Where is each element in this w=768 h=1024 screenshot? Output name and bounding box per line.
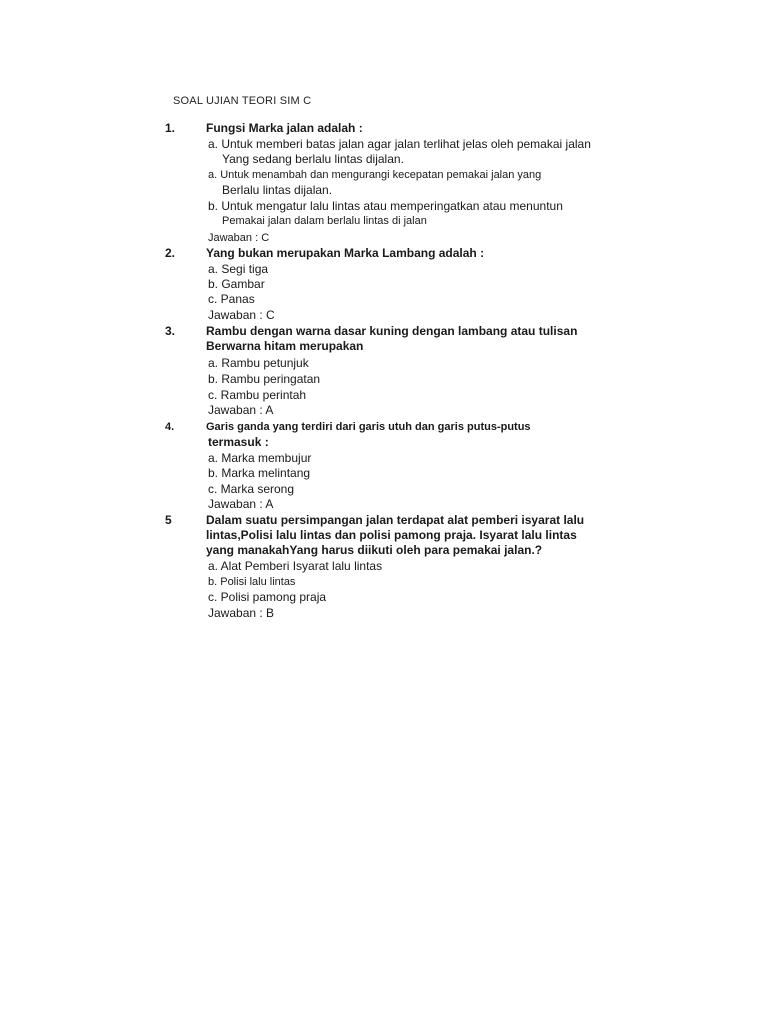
option-line: c. Rambu perintah bbox=[208, 388, 307, 402]
option-line: b. Rambu peringatan bbox=[208, 372, 321, 386]
option-line: Pemakai jalan dalam berlalu lintas di jalan bbox=[222, 215, 427, 227]
option-line: Yang sedang berlalu lintas dijalan. bbox=[222, 152, 404, 166]
option-line: a. Rambu petunjuk bbox=[208, 356, 309, 370]
question-text: Dalam suatu persimpangan jalan terdapat alat pemberi isyarat lalu bbox=[206, 513, 585, 527]
answer-text: Jawaban : A bbox=[208, 403, 274, 417]
answer-text: Jawaban : C bbox=[208, 308, 275, 322]
option-line: b. Gambar bbox=[208, 277, 265, 291]
option-line: a. Untuk memberi batas jalan agar jalan terlihat jelas oleh pemakai jalan bbox=[208, 137, 591, 151]
question-number: 1. bbox=[165, 121, 176, 135]
answer-text: Jawaban : A bbox=[208, 497, 274, 511]
option-line: c. Panas bbox=[208, 292, 255, 306]
question-text: lintas,Polisi lalu lintas dan polisi pamong praja. Isyarat lalu lintas bbox=[206, 528, 577, 542]
question-text: Yang bukan merupakan Marka Lambang adalah : bbox=[206, 246, 485, 260]
question-number: 4. bbox=[165, 421, 175, 433]
option-line: c. Marka serong bbox=[208, 482, 295, 496]
option-line: b. Polisi lalu lintas bbox=[208, 576, 296, 588]
option-line: b. Untuk mengatur lalu lintas atau memperingatkan atau menuntun bbox=[208, 199, 563, 213]
question-number: 2. bbox=[165, 246, 176, 260]
option-line: a. Segi tiga bbox=[208, 262, 269, 276]
option-line: Berlalu lintas dijalan. bbox=[222, 183, 333, 197]
option-line: a. Untuk menambah dan mengurangi kecepatan pemakai jalan yang bbox=[208, 169, 542, 181]
option-line: b. Marka melintang bbox=[208, 466, 311, 480]
option-line: c. Polisi pamong praja bbox=[208, 590, 327, 604]
question-text: Fungsi Marka jalan adalah : bbox=[206, 121, 363, 135]
option-line: a. Marka membujur bbox=[208, 451, 312, 465]
answer-text: Jawaban : B bbox=[208, 606, 275, 620]
document-title: SOAL UJIAN TEORI SIM C bbox=[173, 95, 312, 107]
question-number: 3. bbox=[165, 324, 176, 338]
question-text: Berwarna hitam merupakan bbox=[206, 339, 364, 353]
question-text: Rambu dengan warna dasar kuning dengan lambang atau tulisan bbox=[206, 324, 578, 338]
question-text: yang manakahYang harus diikuti oleh para pemakai jalan.? bbox=[206, 543, 543, 557]
question-text: Garis ganda yang terdiri dari garis utuh dan garis putus-putus bbox=[206, 421, 531, 433]
question-number: 5 bbox=[165, 513, 172, 527]
answer-text: Jawaban : C bbox=[208, 232, 270, 244]
question-text: termasuk : bbox=[208, 435, 269, 449]
option-line: a. Alat Pemberi Isyarat lalu lintas bbox=[208, 559, 383, 573]
